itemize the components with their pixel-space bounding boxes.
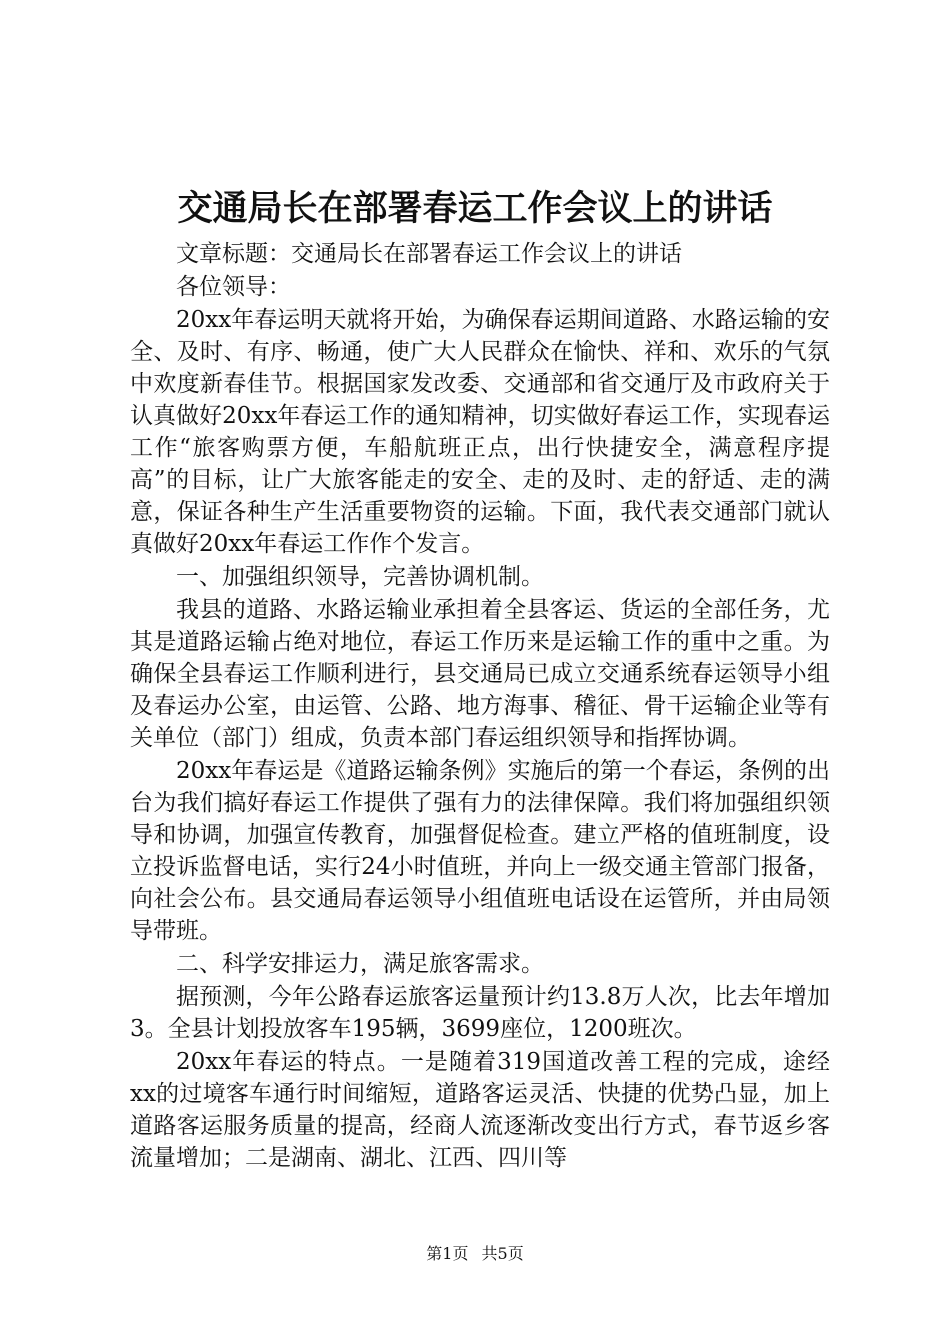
paragraph-features: 20xx年春运的特点。一是随着319国道改善工程的完成，途经xx的过境客车通行时间缩短，道路客运灵活、快捷的优势凸显，加上道路客运服务质量的提高，经商人流逐渐改变出行方式，春节返乡客流量增加；二是湖南、湖北、江西、四川等 xyxy=(130,1049,830,1171)
paragraph-intro: 20xx年春运明天就将开始，为确保春运期间道路、水路运输的安全、及时、有序、畅通，使广大人民群众在愉快、祥和、欢乐的气氛中欢度新春佳节。根据国家发改委、交通部和省交通厅及市政府关于认真做好20xx年春运工作的通知精神，切实做好春运工作，实现春运工作“旅客购票方便，车船航班正点，出行快捷安全，满意程序提高”的目标，让广大旅客能走的安全、走的及时、走的舒适、走的满意，保证各种生产生活重要物资的运输。下面，我代表交通部门就认真做好20xx年春运工作作个发言。 xyxy=(130,307,830,557)
article-title-line: 文章标题：交通局长在部署春运工作会议上的讲话 xyxy=(176,241,682,267)
document-title: 交通局长在部署春运工作会议上的讲话 xyxy=(177,188,773,229)
document-body xyxy=(130,238,830,1175)
page-total: 共5页 xyxy=(481,1244,524,1263)
section-heading-1: 一、加强组织领导，完善协调机制。 xyxy=(176,564,544,590)
paragraph-organization: 我县的道路、水路运输业承担着全县客运、货运的全部任务，尤其是道路运输占绝对地位，春运工作历来是运输工作的重中之重。为确保全县春运工作顺利进行，县交通局已成立交通系统春运领导小组及春运办公室，由运管、公路、地方海事、稽征、骨干运输企业等有关单位（部门）组成，负责本部门春运组织领导和指挥协调。 xyxy=(130,597,830,751)
section-heading-2: 二、科学安排运力，满足旅客需求。 xyxy=(176,951,544,977)
salutation: 各位领导： xyxy=(176,274,291,300)
paragraph-forecast: 据预测，今年公路春运旅客运量预计约13.8万人次，比去年增加3。全县计划投放客车195辆，3699座位，1200班次。 xyxy=(130,984,830,1042)
page-number: 第1页 xyxy=(426,1244,469,1263)
paragraph-regulation: 20xx年春运是《道路运输条例》实施后的第一个春运，条例的出台为我们搞好春运工作提供了强有力的法律保障。我们将加强组织领导和协调，加强宣传教育，加强督促检查。建立严格的值班制度，设立投诉监督电话，实行24小时值班，并向上一级交通主管部门报备，向社会公布。县交通局春运领导小组值班电话设在运管所，并由局领导带班。 xyxy=(130,758,830,944)
page-footer xyxy=(0,1243,950,1265)
